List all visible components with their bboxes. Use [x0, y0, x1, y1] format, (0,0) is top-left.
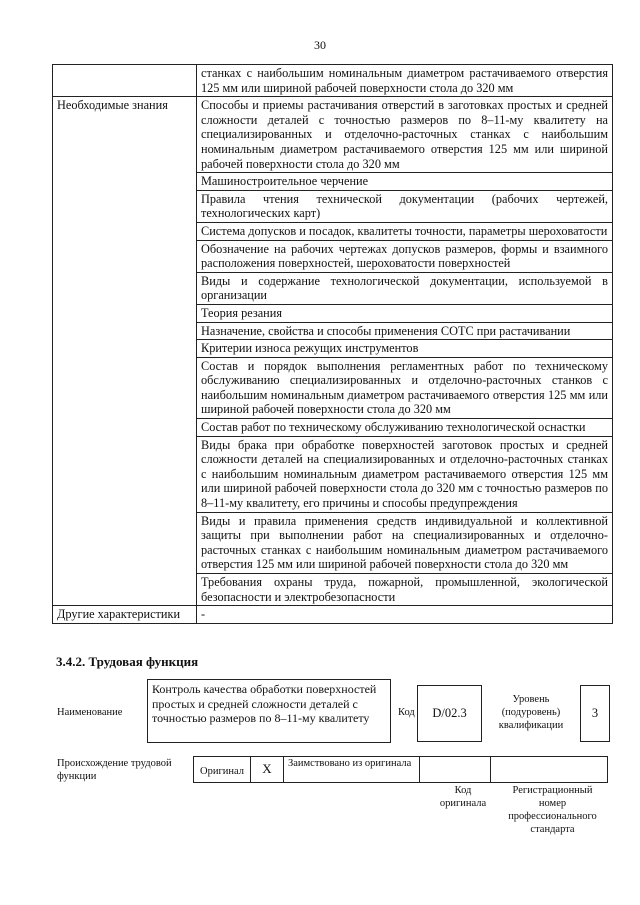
knowledge-item-cell: Правила чтения технической документации (рабочих чертежей, технологических карт) — [197, 190, 613, 222]
knowledge-item-cell: Состав работ по техническому обслуживанию технологической оснастки — [197, 419, 613, 437]
other-label-cell: Другие характеристики — [53, 606, 197, 624]
origin-row — [194, 756, 608, 783]
section-heading: 3.4.2. Трудовая функция — [56, 654, 199, 669]
knowledge-item-cell: Машиностроительное черчение — [197, 173, 613, 191]
reg-number-caption: Регистрационный номер профессионального стандарта — [508, 785, 597, 835]
knowledge-item-cell: Требования охраны труда, пожарной, промышленной, экологической безопасности и электробезопасности — [197, 574, 613, 606]
table-row — [53, 606, 613, 624]
knowledge-item-cell: Система допусков и посадок, квалитеты точности, параметры шероховатости — [197, 222, 613, 240]
level-label: Уровень (подуровень) квалификации — [498, 694, 564, 731]
borrowed-label-cell: Заимствовано из оригинала — [283, 756, 420, 783]
knowledge-item-cell: Обозначение на рабочих чертежах допусков размеров, формы и взаимного расположения поверхностей, шероховатости поверхностей — [197, 240, 613, 272]
knowledge-item-cell: Теория резания — [197, 304, 613, 322]
code-label: Код — [398, 707, 415, 718]
continuation-cell: станках с наибольшим номинальным диаметром растачиваемого отверстия 125 мм или шириной рабочей поверхности стола до 320 мм — [197, 65, 613, 97]
original-mark-cell: X — [250, 756, 284, 783]
knowledge-item-cell: Способы и приемы растачивания отверстий в заготовках простых и средней сложности деталей с точностью размеров по 8–11-му квалитету на специализированных и отделочно-расточных станках с наибольшим номинальным диаметром растачиваемого отверстия 125 мм или шириной рабочей поверхности стола до 320 мм — [197, 97, 613, 173]
knowledge-item-cell: Назначение, свойства и способы применения СОТС при растачивании — [197, 322, 613, 340]
knowledge-item-cell: Виды и правила применения средств индивидуальной и коллективной защиты при выполнении работ на специализированных и отделочно-расточных станках с наибольшим номинальным диаметром растачиваемого отверстия 125 мм или шириной рабочей поверхности стола до 320 мм — [197, 512, 613, 573]
knowledge-label-cell: Необходимые знания — [53, 97, 197, 606]
empty-label-cell — [53, 65, 197, 97]
level-value-box: 3 — [580, 685, 610, 742]
table-row — [53, 65, 613, 97]
function-name-box: Контроль качества обработки поверхностей простых и средней сложности деталей с точностью размеров по 8–11-му квалитету — [147, 679, 391, 743]
page-number: 30 — [314, 38, 326, 52]
origin-code-caption: Код оригинала — [439, 785, 487, 809]
table-row — [53, 97, 613, 173]
other-value-cell: - — [197, 606, 613, 624]
origin-label: Происхождение трудовой функции — [57, 758, 172, 782]
knowledge-item-cell: Виды брака при обработке поверхностей заготовок простых и средней сложности деталей на специализированных и отделочно-расточных станках с наибольшим номинальным диаметром растачиваемого отверстия 125 мм или шириной рабочей поверхности стола до 320 мм с точностью размеров по 8–11-му квалитету, его причины и способы предупреждения — [197, 436, 613, 512]
knowledge-item-cell: Критерии износа режущих инструментов — [197, 340, 613, 358]
knowledge-item-cell: Состав и порядок выполнения регламентных работ по техническому обслуживанию специализированных и отделочно-расточных станков с наибольшим номинальным диаметром растачиваемого отверстия 125 мм или шириной рабочей поверхности стола до 320 мм — [197, 357, 613, 418]
origin-code-cell — [419, 756, 491, 783]
knowledge-item-cell: Виды и содержание технологической документации, используемой в организации — [197, 272, 613, 304]
original-label-cell: Оригинал — [193, 756, 251, 783]
name-label: Наименование — [57, 707, 123, 718]
knowledge-table — [52, 64, 613, 624]
code-value-box: D/02.3 — [417, 685, 482, 742]
reg-number-cell — [490, 756, 608, 783]
